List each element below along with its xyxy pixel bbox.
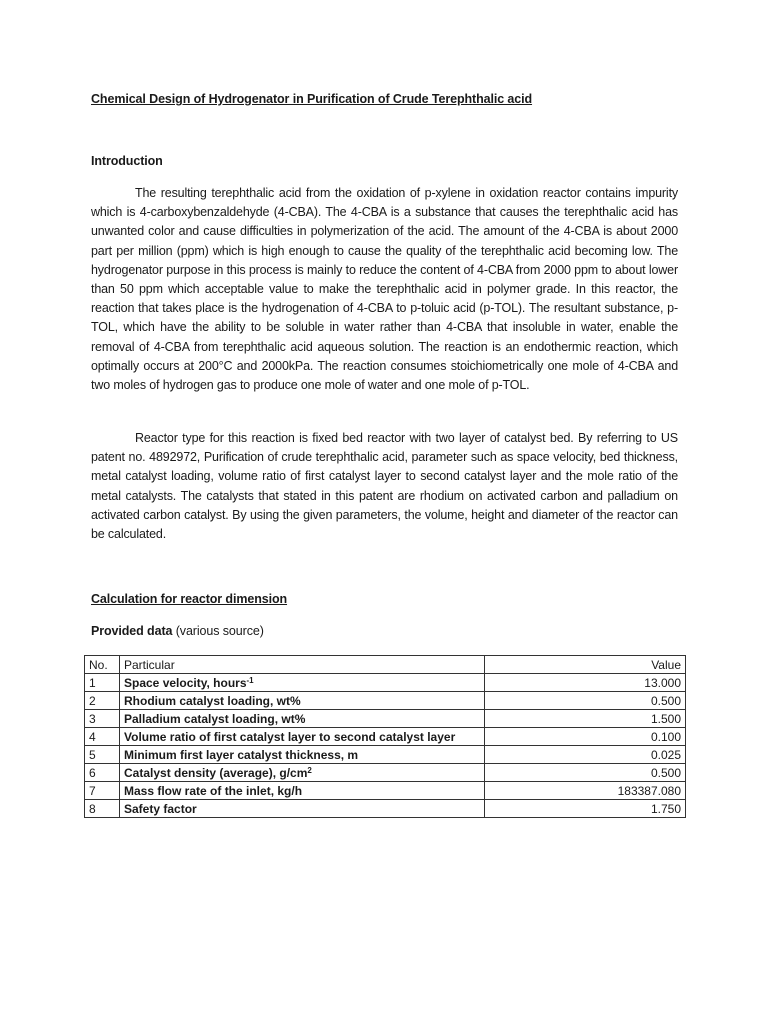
particular-text: Safety factor <box>124 801 197 816</box>
row-number-cell: 1 <box>85 674 120 692</box>
provided-data-label <box>91 624 264 638</box>
value-cell: 183387.080 <box>485 782 686 800</box>
particular-text: Rhodium catalyst loading, wt% <box>124 693 301 708</box>
row-number-cell: 2 <box>85 692 120 710</box>
table-row <box>85 782 686 800</box>
table-row <box>85 674 686 692</box>
table-body <box>85 674 686 818</box>
value-cell: 13.000 <box>485 674 686 692</box>
table-row <box>85 746 686 764</box>
provided-data-source: (various source) <box>172 624 264 638</box>
introduction-paragraph-1: The resulting terephthalic acid from the oxidation of p-xylene in oxidation reactor contains impurity which is 4-carboxybenzaldehyde (4-CBA). The 4-CBA is a substance that causes the terephthalic acid has unwanted color and cause difficulties in polymerization of the acid. The amount of the 4-CBA is about 2000 part per million (ppm) which is high enough to cause the quality of the terephthalic acid becoming low. The hydrogenator purpose in this process is mainly to reduce the content of 4-CBA from 2000 ppm to about lower than 50 ppm which acceptable value to make the terephthalic acid in polymer grade. In this reactor, the reaction that takes place is the hydrogenation of 4-CBA to p-toluic acid (p-TOL). The resultant substance, p-TOL, which have the ability to be soluble in water rather than 4-CBA that insoluble in water, enable the removal of 4-CBA from terephthalic acid aqueous solution. The reaction is an endothermic reaction, which optimally occurs at 200°C and 2000kPa. The reaction consumes stoichiometrically one mole of 4-CBA and two moles of hydrogen gas to produce one mole of water and one mole of p-TOL. <box>91 186 678 393</box>
particular-cell <box>120 674 485 692</box>
row-number-cell: 7 <box>85 782 120 800</box>
particular-text: Volume ratio of first catalyst layer to second catalyst layer <box>124 729 456 744</box>
table-row <box>85 764 686 782</box>
particular-text: Palladium catalyst loading, wt% <box>124 711 306 726</box>
particular-text: Catalyst density (average), g/cm <box>124 765 308 780</box>
table-row <box>85 692 686 710</box>
provided-data-table <box>84 655 686 818</box>
row-number-cell: 8 <box>85 800 120 818</box>
header-particular: Particular <box>120 656 485 674</box>
particular-cell <box>120 710 485 728</box>
row-number-cell: 3 <box>85 710 120 728</box>
introduction-paragraph-2: Reactor type for this reaction is fixed bed reactor with two layer of catalyst bed. By referring to US patent no. 4892972, Purification of crude terephthalic acid, parameter such as space velocity, bed thickness, metal catalyst loading, volume ratio of first catalyst layer to second catalyst layer and the mole ratio of the metal catalysts. The catalysts that stated in this patent are rhodium on activated carbon and palladium on activated carbon catalyst. By using the given parameters, the volume, height and diameter of the reactor can be calculated. <box>91 431 678 542</box>
particular-cell <box>120 692 485 710</box>
introduction-heading: Introduction <box>91 154 163 168</box>
table-row <box>85 800 686 818</box>
particular-text: Mass flow rate of the inlet, kg/h <box>124 783 303 798</box>
value-cell: 0.025 <box>485 746 686 764</box>
value-cell: 0.100 <box>485 728 686 746</box>
table-header-row <box>85 656 686 674</box>
provided-data-bold: Provided data <box>91 624 173 638</box>
particular-cell <box>120 782 485 800</box>
header-no: No. <box>85 656 120 674</box>
unit-superscript: -1 <box>246 675 254 685</box>
row-number-cell: 4 <box>85 728 120 746</box>
calculation-heading: Calculation for reactor dimension <box>91 592 288 606</box>
particular-cell <box>120 728 485 746</box>
value-cell: 1.750 <box>485 800 686 818</box>
particular-text: Minimum first layer catalyst thickness, m <box>124 747 359 762</box>
particular-cell <box>120 800 485 818</box>
table-row <box>85 728 686 746</box>
unit-superscript: 2 <box>307 765 312 775</box>
header-value: Value <box>485 656 686 674</box>
table-row <box>85 710 686 728</box>
particular-text: Space velocity, hours <box>124 675 247 690</box>
row-number-cell: 5 <box>85 746 120 764</box>
row-number-cell: 6 <box>85 764 120 782</box>
document-title: Chemical Design of Hydrogenator in Purification of Crude Terephthalic acid <box>91 92 533 106</box>
particular-cell <box>120 764 485 782</box>
value-cell: 0.500 <box>485 764 686 782</box>
particular-cell <box>120 746 485 764</box>
value-cell: 0.500 <box>485 692 686 710</box>
value-cell: 1.500 <box>485 710 686 728</box>
